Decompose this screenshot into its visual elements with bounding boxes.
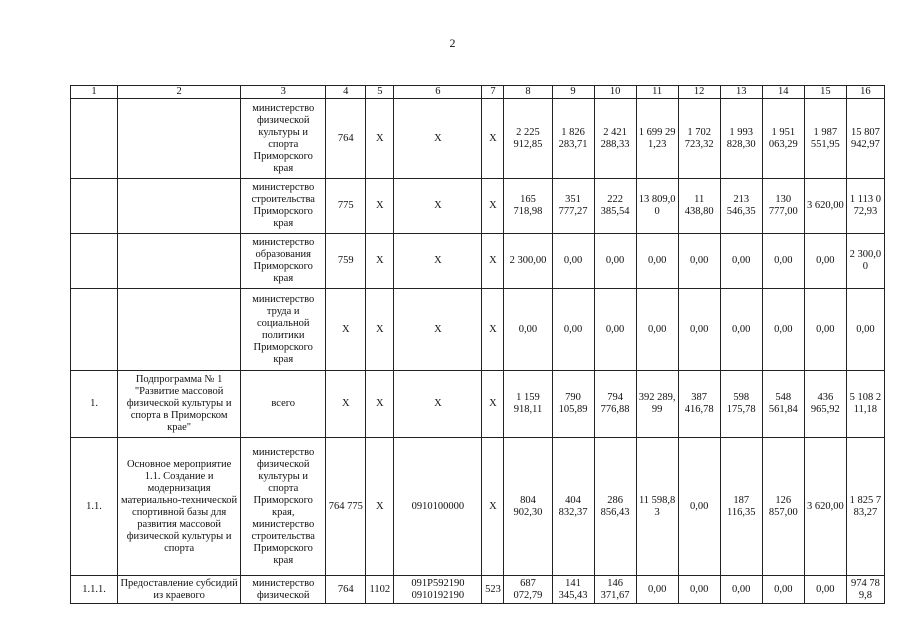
amount-cell: 0,00 bbox=[678, 576, 720, 604]
amount-cell: 0,00 bbox=[804, 576, 846, 604]
amount-cell: 213 546,35 bbox=[720, 179, 762, 234]
amount-cell: 222 385,54 bbox=[594, 179, 636, 234]
executor-cell: министерство строительства Приморского края bbox=[241, 179, 326, 234]
row-number-cell bbox=[71, 99, 118, 179]
column-header: 12 bbox=[678, 86, 720, 99]
page-number: 2 bbox=[449, 36, 456, 50]
total-cell: 0,00 bbox=[846, 289, 884, 371]
table-row bbox=[71, 99, 885, 179]
amount-cell: 0,00 bbox=[594, 289, 636, 371]
amount-cell: 11 598,83 bbox=[636, 438, 678, 576]
amount-cell: 0,00 bbox=[720, 576, 762, 604]
column-header: 14 bbox=[762, 86, 804, 99]
expense-type-cell: X bbox=[482, 179, 504, 234]
column-header: 1 bbox=[71, 86, 118, 99]
amount-cell: 286 856,43 bbox=[594, 438, 636, 576]
expense-type-cell: X bbox=[482, 438, 504, 576]
grbs-code-cell: 775 bbox=[326, 179, 366, 234]
amount-cell: 130 777,00 bbox=[762, 179, 804, 234]
amount-cell: 1 993 828,30 bbox=[720, 99, 762, 179]
target-article-cell: X bbox=[394, 371, 482, 438]
budget-table bbox=[70, 85, 885, 604]
amount-cell: 0,00 bbox=[552, 289, 594, 371]
section-code-cell: X bbox=[366, 438, 394, 576]
row-number-cell: 1.1. bbox=[71, 438, 118, 576]
amount-cell: 165 718,98 bbox=[504, 179, 552, 234]
amount-cell: 0,00 bbox=[762, 289, 804, 371]
column-header: 8 bbox=[504, 86, 552, 99]
event-name-cell: Подпрограмма № 1 "Развитие массовой физической культуры и спорта в Приморском крае" bbox=[118, 371, 241, 438]
amount-cell: 0,00 bbox=[636, 289, 678, 371]
column-header: 2 bbox=[118, 86, 241, 99]
column-header: 11 bbox=[636, 86, 678, 99]
amount-cell: 3 620,00 bbox=[804, 179, 846, 234]
amount-cell: 598 175,78 bbox=[720, 371, 762, 438]
row-number-cell bbox=[71, 289, 118, 371]
amount-cell: 3 620,00 bbox=[804, 438, 846, 576]
grbs-code-cell: 764 bbox=[326, 99, 366, 179]
amount-cell: 351 777,27 bbox=[552, 179, 594, 234]
column-header: 15 bbox=[804, 86, 846, 99]
section-code-cell: X bbox=[366, 99, 394, 179]
amount-cell: 548 561,84 bbox=[762, 371, 804, 438]
amount-cell: 2 225 912,85 bbox=[504, 99, 552, 179]
event-name-cell bbox=[118, 234, 241, 289]
event-name-cell: Основное мероприятие 1.1. Создание и модернизация материально-технической спортивной базы для развития массовой физической культуры и спорта bbox=[118, 438, 241, 576]
amount-cell: 794 776,88 bbox=[594, 371, 636, 438]
amount-cell: 11 438,80 bbox=[678, 179, 720, 234]
amount-cell: 0,00 bbox=[804, 234, 846, 289]
amount-cell: 13 809,00 bbox=[636, 179, 678, 234]
total-cell: 15 807 942,97 bbox=[846, 99, 884, 179]
section-code-cell: X bbox=[366, 234, 394, 289]
section-code-cell: X bbox=[366, 289, 394, 371]
expense-type-cell: 523 bbox=[482, 576, 504, 604]
row-number-cell bbox=[71, 179, 118, 234]
event-name-cell bbox=[118, 179, 241, 234]
amount-cell: 146 371,67 bbox=[594, 576, 636, 604]
amount-cell: 126 857,00 bbox=[762, 438, 804, 576]
amount-cell: 404 832,37 bbox=[552, 438, 594, 576]
amount-cell: 141 345,43 bbox=[552, 576, 594, 604]
target-article-cell: X bbox=[394, 179, 482, 234]
row-number-cell bbox=[71, 234, 118, 289]
amount-cell: 0,00 bbox=[678, 289, 720, 371]
amount-cell: 0,00 bbox=[720, 289, 762, 371]
expense-type-cell: X bbox=[482, 234, 504, 289]
target-article-cell: 091P592190 0910192190 bbox=[394, 576, 482, 604]
amount-cell: 0,00 bbox=[504, 289, 552, 371]
table-row bbox=[71, 234, 885, 289]
column-header: 3 bbox=[241, 86, 326, 99]
executor-cell: министерство физической культуры и спорта Приморского края bbox=[241, 99, 326, 179]
amount-cell: 0,00 bbox=[594, 234, 636, 289]
amount-cell: 1 951 063,29 bbox=[762, 99, 804, 179]
column-header: 10 bbox=[594, 86, 636, 99]
expense-type-cell: X bbox=[482, 371, 504, 438]
table-row bbox=[71, 179, 885, 234]
event-name-cell: Предоставление субсидий из краевого bbox=[118, 576, 241, 604]
column-header: 6 bbox=[394, 86, 482, 99]
amount-cell: 187 116,35 bbox=[720, 438, 762, 576]
expense-type-cell: X bbox=[482, 99, 504, 179]
table-row bbox=[71, 289, 885, 371]
executor-cell: всего bbox=[241, 371, 326, 438]
total-cell: 974 789,8 bbox=[846, 576, 884, 604]
table-row bbox=[71, 576, 885, 604]
grbs-code-cell: 764 775 bbox=[326, 438, 366, 576]
column-header: 13 bbox=[720, 86, 762, 99]
amount-cell: 436 965,92 bbox=[804, 371, 846, 438]
amount-cell: 0,00 bbox=[762, 234, 804, 289]
amount-cell: 0,00 bbox=[804, 289, 846, 371]
column-header: 16 bbox=[846, 86, 884, 99]
total-cell: 5 108 211,18 bbox=[846, 371, 884, 438]
grbs-code-cell: X bbox=[326, 371, 366, 438]
grbs-code-cell: X bbox=[326, 289, 366, 371]
section-code-cell: 1102 bbox=[366, 576, 394, 604]
executor-cell: министерство физической культуры и спорта Приморского края, министерство строительства Приморского края bbox=[241, 438, 326, 576]
executor-cell: министерство физической bbox=[241, 576, 326, 604]
column-header: 5 bbox=[366, 86, 394, 99]
amount-cell: 0,00 bbox=[552, 234, 594, 289]
amount-cell: 0,00 bbox=[720, 234, 762, 289]
executor-cell: министерство труда и социальной политики Приморского края bbox=[241, 289, 326, 371]
table-row bbox=[71, 371, 885, 438]
section-code-cell: X bbox=[366, 371, 394, 438]
amount-cell: 790 105,89 bbox=[552, 371, 594, 438]
amount-cell: 392 289,99 bbox=[636, 371, 678, 438]
amount-cell: 1 987 551,95 bbox=[804, 99, 846, 179]
section-code-cell: X bbox=[366, 179, 394, 234]
amount-cell: 1 702 723,32 bbox=[678, 99, 720, 179]
amount-cell: 387 416,78 bbox=[678, 371, 720, 438]
total-cell: 1 113 072,93 bbox=[846, 179, 884, 234]
total-cell: 1 825 783,27 bbox=[846, 438, 884, 576]
column-header: 9 bbox=[552, 86, 594, 99]
amount-cell: 1 159 918,11 bbox=[504, 371, 552, 438]
amount-cell: 2 300,00 bbox=[504, 234, 552, 289]
grbs-code-cell: 764 bbox=[326, 576, 366, 604]
target-article-cell: 0910100000 bbox=[394, 438, 482, 576]
amount-cell: 804 902,30 bbox=[504, 438, 552, 576]
total-cell: 2 300,00 bbox=[846, 234, 884, 289]
row-number-cell: 1.1.1. bbox=[71, 576, 118, 604]
amount-cell: 0,00 bbox=[678, 234, 720, 289]
row-number-cell: 1. bbox=[71, 371, 118, 438]
column-header: 4 bbox=[326, 86, 366, 99]
amount-cell: 0,00 bbox=[636, 234, 678, 289]
table-row bbox=[71, 438, 885, 576]
expense-type-cell: X bbox=[482, 289, 504, 371]
target-article-cell: X bbox=[394, 234, 482, 289]
amount-cell: 0,00 bbox=[636, 576, 678, 604]
target-article-cell: X bbox=[394, 289, 482, 371]
column-header: 7 bbox=[482, 86, 504, 99]
event-name-cell bbox=[118, 289, 241, 371]
target-article-cell: X bbox=[394, 99, 482, 179]
amount-cell: 2 421 288,33 bbox=[594, 99, 636, 179]
amount-cell: 0,00 bbox=[678, 438, 720, 576]
header-row bbox=[71, 86, 885, 99]
grbs-code-cell: 759 bbox=[326, 234, 366, 289]
amount-cell: 0,00 bbox=[762, 576, 804, 604]
amount-cell: 1 699 291,23 bbox=[636, 99, 678, 179]
amount-cell: 1 826 283,71 bbox=[552, 99, 594, 179]
event-name-cell bbox=[118, 99, 241, 179]
executor-cell: министерство образования Приморского края bbox=[241, 234, 326, 289]
amount-cell: 687 072,79 bbox=[504, 576, 552, 604]
